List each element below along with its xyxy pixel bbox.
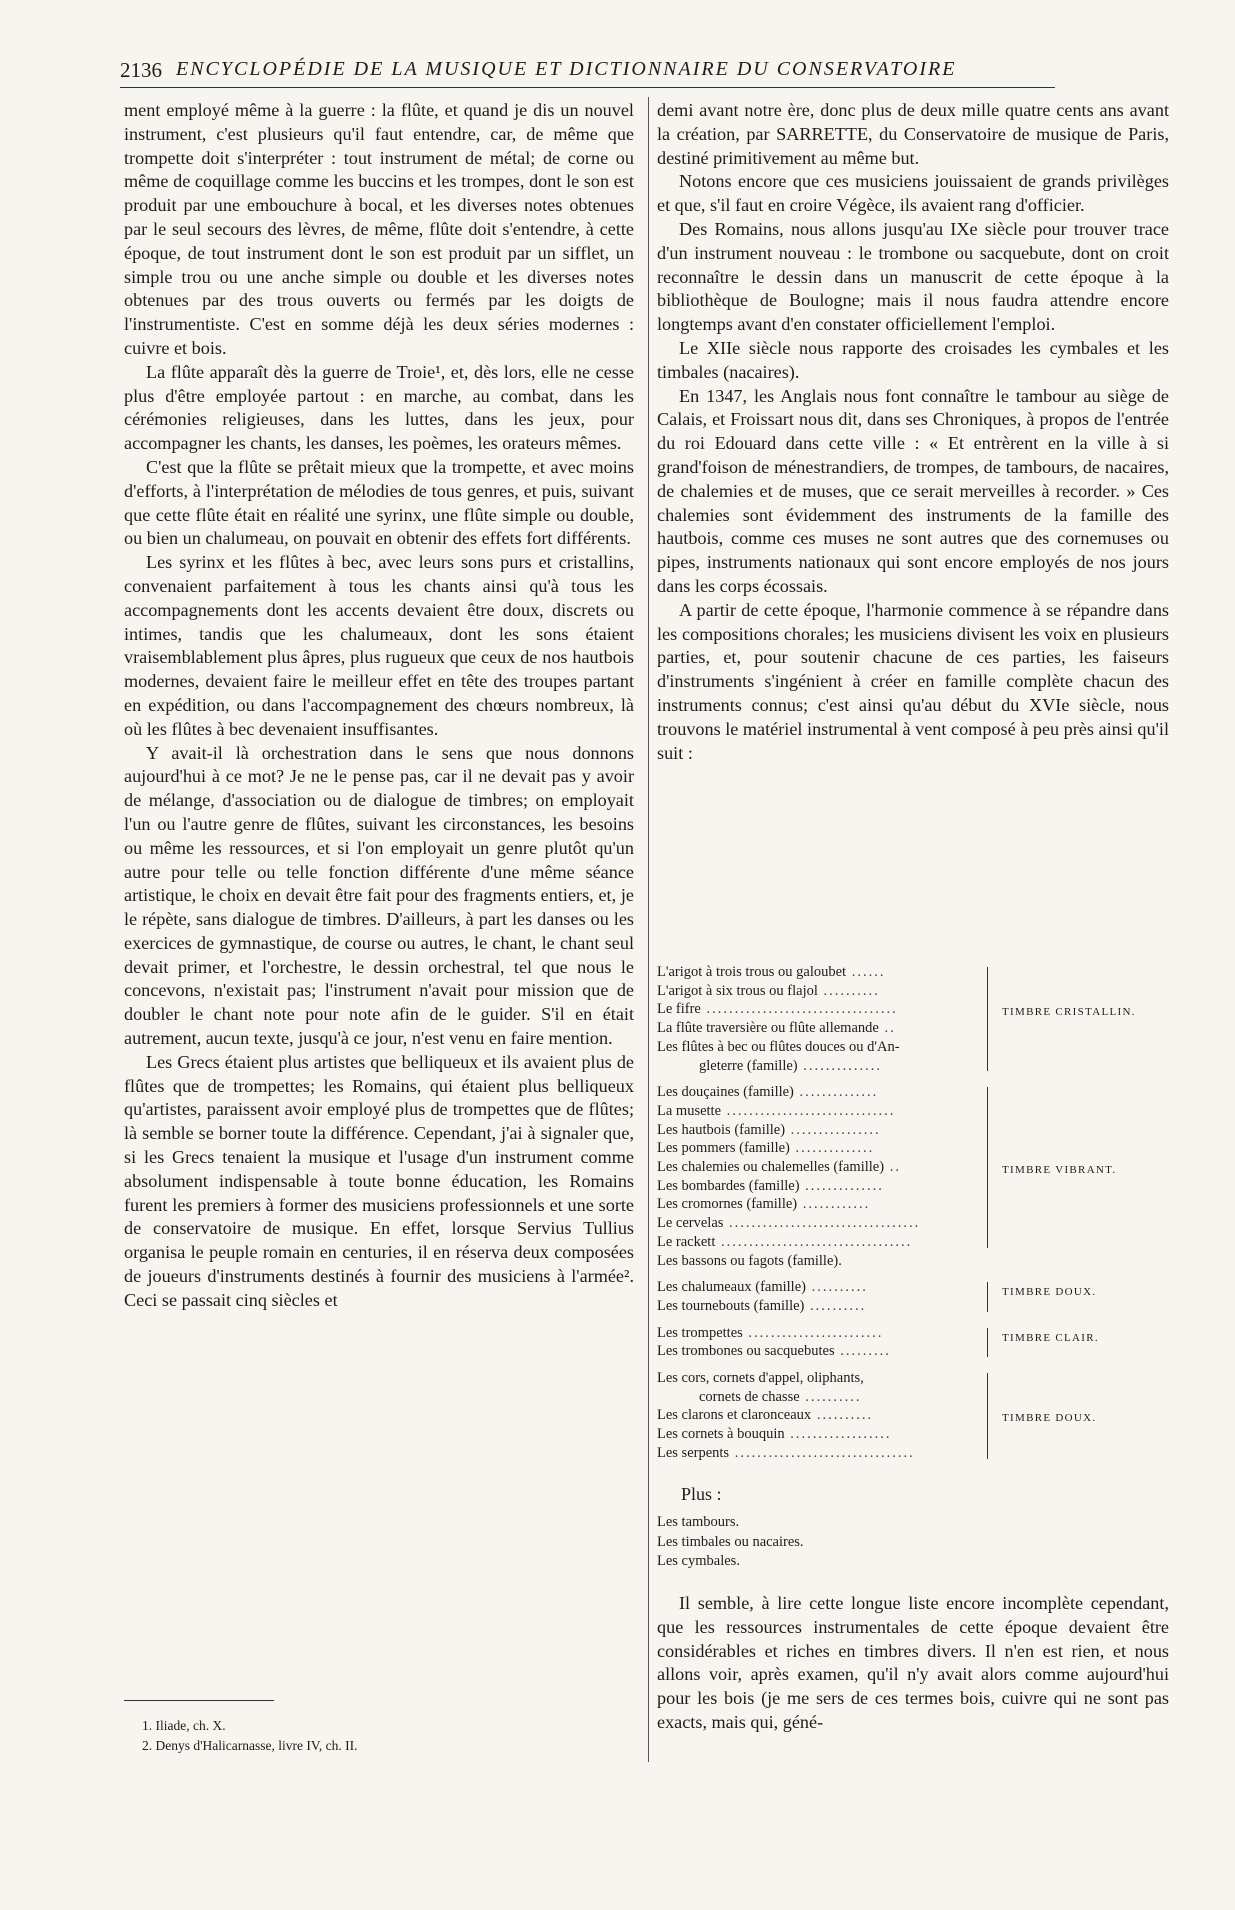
running-title: ENCYCLOPÉDIE DE LA MUSIQUE ET DICTIONNAIRE DU CONSERVATOIRE (176, 58, 957, 80)
extra-item: Les tambours. (657, 1514, 740, 1531)
brace (987, 1373, 988, 1459)
timbre-label: TIMBRE DOUX. (1002, 1286, 1097, 1299)
instrument-row: L'arigot à trois trous ou galoubet ...... (657, 964, 886, 980)
footnote: 2. Denys d'Halicarnasse, livre IV, ch. II. (142, 1738, 358, 1753)
instrument-row: cornets de chasse .......... (699, 1388, 862, 1405)
paragraph: ment employé même à la guerre : la flûte, et quand je dis un nouvel instrument, c'est plusieurs qu'il faut entendre, car, de même que trompette doit s'interpréter : tout instrument de métal; de corne ou même de coquillage comme les buccins et les trompes, dont le son est produit par une embouchure à bocal, et les diverses notes obtenues par le seul secours des lèvres, de même, flûte doit s'entendre, à cette époque, de tout instrument dont le son est produit par un sifflet, un simple trou ou une anche simple ou double et les diverses notes obtenues par des trous ouverts ou fermés par les doigts de l'instrumentiste. C'est en somme déjà les deux séries modernes : cuivre et bois. (124, 100, 634, 358)
paragraph: Notons encore que ces musiciens jouissaient de grands privilèges et que, s'il faut en croire Végèce, ils avaient rang d'officier. (657, 171, 1169, 216)
timbre-label: TIMBRE DOUX. (1002, 1412, 1097, 1425)
footnote-rule (124, 1700, 274, 1701)
instrument-row: Les trombones ou sacquebutes ......... (657, 1343, 891, 1360)
paragraph: A partir de cette époque, l'harmonie commence à se répandre dans les compositions chorales; les musiciens divisent les voix en plusieurs parties, et, pour soutenir chacune de ces parties, les faiseurs d'instruments s'ingénient à créer en famille complète chacun des instruments connus; c'est ainsi qu'au début du XVIe siècle, nous trouvons le matériel instrumental à vent composé à peu près ainsi qu'il suit : (657, 599, 1169, 763)
closing-paragraph-block (657, 1592, 1169, 1735)
extra-item: Les cymbales. (657, 1553, 740, 1570)
paragraph: Il semble, à lire cette longue liste encore incomplète cependant, que les ressources instrumentales de cette époque devaient être considérables et riches en timbres divers. Il n'en est rien, et nous allons voir, après examen, qu'il n'y avait alors comme aujourd'hui pour les bois (je me sers de ces termes bois, cuivre qui ne sont pas exacts, mais qui, géné- (657, 1593, 1169, 1732)
instrument-list (657, 963, 1169, 1572)
instrument-row: Le cervelas .................................. (657, 1215, 921, 1232)
extra-list (657, 1513, 1169, 1572)
instrument-row: Les clarons et claronceaux .......... (657, 1407, 874, 1424)
instrument-row: Les flûtes à bec ou flûtes douces ou d'An- (657, 1038, 900, 1055)
column-divider (648, 97, 649, 1762)
instrument-row: gleterre (famille) .............. (699, 1057, 882, 1074)
left-column (124, 99, 634, 1313)
instrument-row: Les bombardes (famille) .............. (657, 1177, 884, 1194)
instrument-row: La flûte traversière ou flûte allemande .. (657, 1020, 896, 1037)
instrument-row: Les cors, cornets d'appel, oliphants, (657, 1370, 864, 1387)
brace (987, 1282, 988, 1311)
instrument-group-clair (657, 1324, 1169, 1361)
instrument-row: Les chalumeaux (famille) .......... (657, 1279, 868, 1296)
paragraph: Des Romains, nous allons jusqu'au IXe siècle pour trouver trace d'un instrument nouveau : le trombone ou sacquebute, dont on croit reconnaître le dessin dans un manuscrit de cette époque à la bibliothèque de Boulogne; mais il nous faudra attendre encore longtemps avant d'en constater officiellement l'emploi. (657, 218, 1169, 335)
timbre-label: TIMBRE VIBRANT. (1002, 1164, 1117, 1177)
paragraph: Les syrinx et les flûtes à bec, avec leurs sons purs et cristallins, convenaient parfaitement à tous les chants ainsi qu'à tous les accompagnements dont les accents devaient être doux, discrets ou intimes, tandis que les chalumeaux, dont les sons étaient vraisemblablement plus âpres, plus rugueux que ceux de nos hautbois modernes, devaient faire le meilleur effet en tête des troupes partant en expédition, ou dans l'accompagnement des chœurs nombreux, là où les flûtes à bec devenaient insuffisantes. (124, 552, 634, 739)
timbre-label: TIMBRE CLAIR. (1002, 1331, 1099, 1344)
paragraph: La flûte apparaît dès la guerre de Troie¹, et, dès lors, elle ne cesse plus d'être employée partout : en marche, au combat, dans les cérémonies religieuses, dans les luttes, dans les jeux, pour accompagner les chants, les danses, les poèmes, les orateurs mêmes. (124, 361, 634, 454)
brace (987, 1087, 988, 1248)
instrument-row: Les bassons ou fagots (famille). (657, 1252, 842, 1269)
instrument-row: Les trompettes ........................ (657, 1324, 884, 1341)
page-header (120, 58, 1050, 88)
right-column (657, 99, 1169, 765)
extra-item: Les timbales ou nacaires. (657, 1533, 804, 1550)
brace (987, 967, 988, 1071)
paragraph: C'est que la flûte se prêtait mieux que la trompette, et avec moins d'efforts, à l'interprétation de mélodies de tous genres, et puis, suivant que cette flûte était en réalité une syrinx, une flûte simple ou double, ou bien un chalumeau, on pouvait en obtenir des effets fort différents. (124, 456, 634, 549)
instrument-row: Les serpents ................................ (657, 1444, 915, 1461)
header-rule (120, 87, 1055, 88)
instrument-group-cristallin (657, 963, 1169, 1075)
paragraph: Les Grecs étaient plus artistes que belliqueux et ils avaient plus de flûtes que de trompettes; les Romains, qui étaient plus belliqueux qu'artistes, paraissent avoir employé plus de trompettes que de flûtes; là semble se borner toute la différence. Cependant, j'ai à signaler que, si les Grecs tenaient la musique et l'usage d'un instrument comme absolument indispensable à toute bonne éducation, les Romains furent les premiers à former des musiciens professionnels et une sorte de conservatoire de musique. En effet, lorsque Servius Tullius organisa le peuple romain en centuries, il en réserva deux composées de joueurs d'instruments destinés à fournir des musiciens à l'armée². Ceci se passait cinq siècles et (124, 1051, 634, 1310)
instrument-group-vibrant (657, 1083, 1169, 1270)
instrument-row: Les cornets à bouquin .................. (657, 1426, 892, 1443)
instrument-row: La musette .............................. (657, 1102, 896, 1119)
paragraph: Le XIIe siècle nous rapporte des croisades les cymbales et les timbales (nacaires). (657, 337, 1169, 382)
page-number: 2136 (120, 58, 162, 82)
instrument-group-doux (657, 1278, 1169, 1315)
plus-heading: Plus : (681, 1483, 722, 1504)
paragraph: demi avant notre ère, donc plus de deux mille quatre cents ans avant la création, par SARRETTE, du Conservatoire de musique de Paris, destiné primitivement au même but. (657, 100, 1169, 168)
footnote: 1. Iliade, ch. X. (142, 1718, 226, 1733)
instrument-row: Le rackett .................................. (657, 1233, 913, 1250)
instrument-row: L'arigot à six trous ou flajol .......... (657, 982, 880, 999)
instrument-row: Les pommers (famille) .............. (657, 1140, 875, 1157)
timbre-label: TIMBRE CRISTALLIN. (1002, 1006, 1136, 1018)
instrument-group-doux-2 (657, 1369, 1169, 1463)
brace (987, 1328, 988, 1357)
instrument-row: Les chalemies ou chalemelles (famille) .. (657, 1159, 901, 1176)
instrument-row: Les douçaines (famille) .............. (657, 1084, 879, 1101)
instrument-row: Les tournebouts (famille) .......... (657, 1297, 867, 1314)
footnotes (142, 1716, 358, 1756)
paragraph: En 1347, les Anglais nous font connaître le tambour au siège de Calais, et Froissart nous dit, dans ses Chroniques, à propos de l'entrée du roi Edouard dans cette ville : « Et entrèrent en la ville à si grand'foison de ménestrandiers, de trompes, de tambours, de nacaires, de chalemies et de muses, que ce serait merveilles à recorder. » Ces chalemies sont évidemment des instruments de la famille des hautbois, comme ces muses ne sont autres que des cornemuses ou pipes, instruments nationaux qui sont encore employés de nos jours dans les corps écossais. (657, 385, 1169, 596)
instrument-row: Les hautbois (famille) ................ (657, 1121, 881, 1138)
instrument-row: Le fifre .................................. (657, 1001, 898, 1018)
instrument-row: Les cromornes (famille) ............ (657, 1196, 871, 1213)
paragraph: Y avait-il là orchestration dans le sens que nous donnons aujourd'hui à ce mot? Je ne le pense pas, car il ne devait pas y avoir de mélange, d'association ou de dialogue de timbres; on employait l'un ou l'autre genre de flûtes, suivant les circonstances, les besoins ou même les ressources, et si l'on employait un genre plutôt qu'un autre pour telle ou telle fonction différente d'une même séance artistique, le choix en devait être fait pour des fragments entiers, et, je le répète, sans dialogue de timbres. D'ailleurs, à part les danses ou les exercices de gymnastique, de course ou autres, le chant, le chant seul devait primer, et l'orchestre, le dessin orchestral, tel que nous le concevons, n'existait pas; l'instrument n'avait pour mission que de doubler le chant note pour note afin de le guider. S'il en était autrement, aucun texte, jusqu'à ce jour, n'est venu en faire mention. (124, 742, 634, 1049)
